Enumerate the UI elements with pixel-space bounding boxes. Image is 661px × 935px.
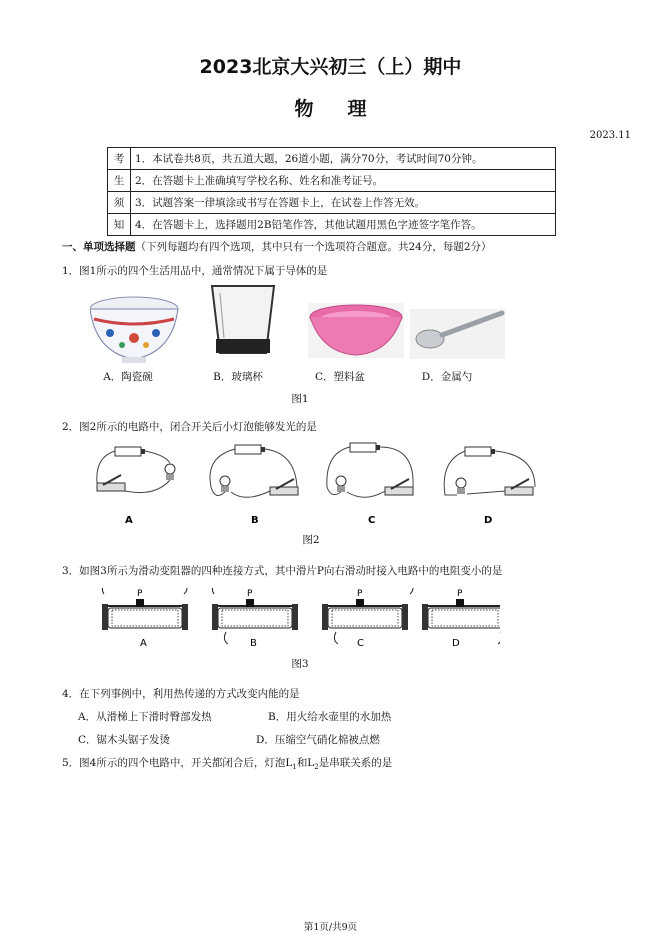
rheostat-label: B [250,638,257,649]
slider-label: P [137,589,143,599]
rheostat-d-diagram [422,588,500,649]
circuit-d-diagram [444,447,535,526]
notes-item: 3．试题答案一律填涂或书写在答题卡上，在试卷上作答无效。 [131,192,556,214]
rheostat-a-diagram [102,588,188,649]
notes-side-char: 知 [108,214,131,236]
circuit-label: B [251,515,259,526]
q1-option-c: C．塑料盆 [314,371,366,383]
plastic-basin-image [308,303,404,358]
circuit-label: A [125,515,133,526]
figure-3-caption: 图3 [291,658,309,670]
q1-option-a: A．陶瓷碗 [103,371,153,383]
question-4-text: 4．在下列事例中，利用热传递的方式改变内能的是 [62,688,300,700]
question-2-text: 2．图2所示的电路中，闭合开关后小灯泡能够发光的是 [62,421,317,433]
section-heading-label: 一、单项选择题 [62,241,136,253]
figure-2-caption: 图2 [302,534,320,546]
metal-spoon-image [410,309,505,359]
q5-text-pre: 5．图4所示的四个电路中，开关都闭合后，灯泡L [62,757,293,769]
q5-sub-1: 1 [292,763,297,772]
notes-item: 4．在答题卡上，选择题用2B铅笔作答，其他试题用黑色字迹签字笔作答。 [131,214,556,236]
q4-option-d: D．压缩空气硝化棉被点燃 [256,734,380,746]
section-heading-desc: （下列每题均有四个选项，其中只有一个选项符合题意。共24分，每题2分） [135,241,492,253]
question-1-text: 1．图1所示的四个生活用品中，通常情况下属于导体的是 [62,265,328,277]
question-5-text [62,755,392,771]
q4-option-a: A．从滑梯上下滑时臀部发热 [78,711,212,723]
figure-1-images [90,283,510,368]
rheostat-label: D [452,638,460,649]
slider-label: P [247,589,253,599]
q5-sub-2: 2 [314,763,319,772]
rheostat-label: A [140,638,147,649]
q1-option-d: D．金属勺 [421,371,473,383]
circuit-b-diagram [210,445,298,526]
q5-text-post: 是串联关系的是 [318,757,393,769]
notes-item: 1．本试卷共8页，共五道大题，26道小题，满分70分，考试时间70分钟。 [131,148,556,170]
notes-table [107,147,556,236]
figure-3-rheostats [100,588,500,650]
q1-option-b: B．玻璃杯 [213,371,263,383]
slider-label: P [457,589,463,599]
glass-cup-image [212,286,274,353]
notes-side-char: 考 [108,148,131,170]
circuit-a-diagram [97,447,175,526]
figure-2-circuits [85,437,555,529]
rheostat-label: C [357,638,364,649]
rheostat-c-diagram [322,588,413,649]
section-heading [62,239,492,254]
q4-option-c: C．锯木头锯子发烫 [78,734,171,746]
slider-label: P [357,589,363,599]
notes-side-char: 须 [108,192,131,214]
rheostat-b-diagram [212,588,298,649]
page-footer: 第1页/共9页 [303,922,358,933]
circuit-label: C [368,515,376,526]
q5-text-mid: 和L [296,757,315,769]
subject-title: 物理 [294,98,401,120]
question-3-text: 3．如图3所示为滑动变阻器的四种连接方式，其中滑片P向右滑动时接入电路中的电阻变小的是 [62,565,503,577]
circuit-label: D [484,515,493,526]
notes-side-char: 生 [108,170,131,192]
q4-option-b: B．用火给水壶里的水加热 [268,711,392,723]
exam-title: 2023北京大兴初三（上）期中 [199,56,462,78]
circuit-c-diagram [327,443,413,526]
exam-date: 2023.11 [589,130,631,141]
notes-item: 2．在答题卡上准确填写学校名称、姓名和准考证号。 [131,170,556,192]
ceramic-bowl-image [90,297,178,363]
figure-1-caption: 图1 [291,393,309,405]
